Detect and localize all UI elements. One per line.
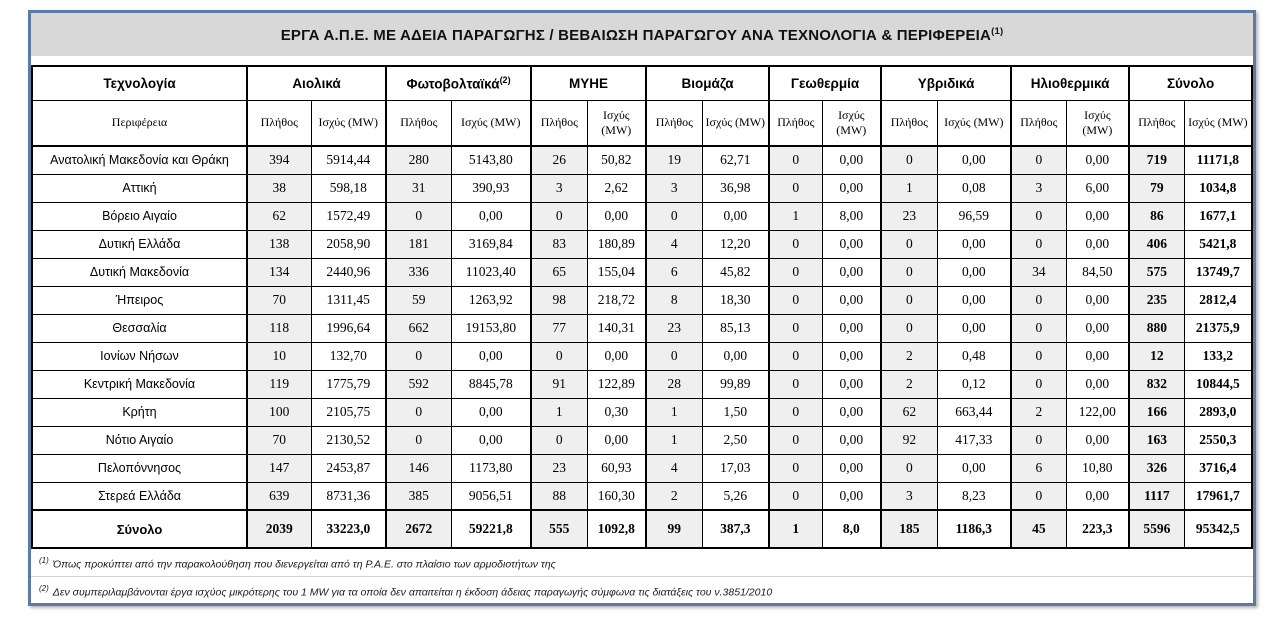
cell-count: 100 [247, 398, 311, 426]
cell-power: 133,2 [1184, 342, 1252, 370]
footnotes [31, 549, 1253, 603]
subheader-power: Ισχύς (MW) [311, 100, 386, 146]
cell-count: 0 [769, 398, 822, 426]
cell-count: 3 [881, 482, 937, 510]
table-row [32, 202, 1252, 230]
technology-header-row [32, 66, 1252, 100]
cell-power: 5,26 [702, 482, 769, 510]
total-cell-power: 1186,3 [937, 510, 1011, 548]
cell-count: 6 [1011, 454, 1066, 482]
cell-count: 0 [881, 230, 937, 258]
footnote-2 [31, 577, 1253, 604]
cell-power: 663,44 [937, 398, 1011, 426]
cell-count: 23 [881, 202, 937, 230]
cell-count: 1 [531, 398, 587, 426]
total-cell-count: 555 [531, 510, 587, 548]
cell-count: 79 [1129, 174, 1184, 202]
cell-power: 1311,45 [311, 286, 386, 314]
cell-power: 598,18 [311, 174, 386, 202]
footnote-2-marker: (2) [39, 583, 49, 593]
cell-count: 3 [531, 174, 587, 202]
cell-count: 0 [531, 426, 587, 454]
cell-count: 2 [646, 482, 702, 510]
cell-power: 0,00 [587, 342, 646, 370]
region-cell: Κεντρική Μακεδονία [32, 370, 247, 398]
subheader-row [32, 100, 1252, 146]
cell-count: 0 [769, 258, 822, 286]
cell-count: 0 [386, 426, 451, 454]
cell-power: 62,71 [702, 146, 769, 174]
cell-count: 3 [1011, 174, 1066, 202]
subheader-power: Ισχύς (MW) [1066, 100, 1129, 146]
cell-power: 1263,92 [451, 286, 531, 314]
cell-power: 3169,84 [451, 230, 531, 258]
cell-power: 0,00 [1066, 370, 1129, 398]
footnote-1 [31, 549, 1253, 577]
cell-power: 1034,8 [1184, 174, 1252, 202]
cell-count: 1117 [1129, 482, 1184, 510]
cell-power: 0,00 [822, 398, 881, 426]
cell-power: 0,00 [1066, 286, 1129, 314]
cell-power: 180,89 [587, 230, 646, 258]
cell-count: 0 [531, 342, 587, 370]
cell-power: 8731,36 [311, 482, 386, 510]
table-row [32, 146, 1252, 174]
cell-count: 0 [1011, 146, 1066, 174]
cell-count: 0 [769, 314, 822, 342]
cell-count: 0 [386, 398, 451, 426]
region-cell: Νότιο Αιγαίο [32, 426, 247, 454]
cell-power: 11023,40 [451, 258, 531, 286]
cell-power: 10,80 [1066, 454, 1129, 482]
cell-power: 0,00 [937, 454, 1011, 482]
cell-power: 417,33 [937, 426, 1011, 454]
cell-count: 19 [646, 146, 702, 174]
cell-power: 2,50 [702, 426, 769, 454]
cell-power: 2130,52 [311, 426, 386, 454]
group-header-small-hydro: ΜΥΗΕ [531, 66, 646, 100]
cell-power: 2105,75 [311, 398, 386, 426]
cell-power: 2058,90 [311, 230, 386, 258]
cell-count: 0 [881, 146, 937, 174]
total-cell-power: 33223,0 [311, 510, 386, 548]
photovoltaic-footnote-ref: (2) [499, 75, 511, 85]
cell-count: 0 [1011, 426, 1066, 454]
cell-power: 50,82 [587, 146, 646, 174]
cell-power: 96,59 [937, 202, 1011, 230]
cell-power: 18,30 [702, 286, 769, 314]
cell-count: 592 [386, 370, 451, 398]
cell-power: 0,00 [587, 426, 646, 454]
corner-region-header: Περιφέρεια [32, 100, 247, 146]
total-cell-count: 1 [769, 510, 822, 548]
cell-count: 0 [769, 174, 822, 202]
cell-count: 28 [646, 370, 702, 398]
group-header-total: Σύνολο [1129, 66, 1252, 100]
cell-power: 2550,3 [1184, 426, 1252, 454]
cell-power: 0,00 [822, 370, 881, 398]
cell-power: 140,31 [587, 314, 646, 342]
cell-power: 0,30 [587, 398, 646, 426]
cell-count: 0 [769, 482, 822, 510]
group-header-wind: Αιολικά [247, 66, 386, 100]
footnote-1-marker: (1) [39, 556, 49, 565]
cell-count: 70 [247, 286, 311, 314]
cell-power: 132,70 [311, 342, 386, 370]
cell-count: 662 [386, 314, 451, 342]
cell-power: 0,00 [1066, 146, 1129, 174]
cell-power: 0,00 [937, 146, 1011, 174]
cell-count: 1 [646, 398, 702, 426]
cell-power: 19153,80 [451, 314, 531, 342]
region-cell: Ανατολική Μακεδονία και Θράκη [32, 146, 247, 174]
cell-count: 34 [1011, 258, 1066, 286]
cell-count: 0 [769, 370, 822, 398]
title-table-gap [31, 56, 1253, 65]
subheader-power: Ισχύς (MW) [822, 100, 881, 146]
cell-power: 218,72 [587, 286, 646, 314]
group-header-biomass: Βιομάζα [646, 66, 769, 100]
cell-count: 394 [247, 146, 311, 174]
cell-count: 23 [646, 314, 702, 342]
report-frame [28, 10, 1256, 606]
cell-count: 8 [646, 286, 702, 314]
cell-power: 0,00 [451, 342, 531, 370]
table-row [32, 342, 1252, 370]
cell-power: 0,00 [822, 146, 881, 174]
cell-power: 0,00 [1066, 482, 1129, 510]
cell-count: 59 [386, 286, 451, 314]
footnote-2-text: Δεν συμπεριλαμβάνονται έργα ισχύος μικρότερης του 1 MW για τα οποία δεν απαιτείται η έκδοση άδειας παραγωγής σύμφωνα τις διατάξεις του ν.3851/2010 [52, 586, 773, 598]
table-row [32, 258, 1252, 286]
table-body [32, 146, 1252, 548]
cell-count: 719 [1129, 146, 1184, 174]
group-header-hybrid: Υβριδικά [881, 66, 1011, 100]
cell-count: 12 [1129, 342, 1184, 370]
cell-count: 0 [1011, 370, 1066, 398]
cell-count: 0 [1011, 286, 1066, 314]
cell-count: 832 [1129, 370, 1184, 398]
cell-power: 13749,7 [1184, 258, 1252, 286]
table-row [32, 174, 1252, 202]
cell-power: 5914,44 [311, 146, 386, 174]
table-row [32, 426, 1252, 454]
cell-power: 2,62 [587, 174, 646, 202]
cell-power: 17961,7 [1184, 482, 1252, 510]
cell-power: 0,12 [937, 370, 1011, 398]
cell-power: 3716,4 [1184, 454, 1252, 482]
cell-power: 160,30 [587, 482, 646, 510]
cell-power: 1775,79 [311, 370, 386, 398]
subheader-count: Πλήθος [531, 100, 587, 146]
cell-power: 0,00 [451, 398, 531, 426]
cell-count: 4 [646, 230, 702, 258]
total-cell-count: 99 [646, 510, 702, 548]
cell-power: 0,08 [937, 174, 1011, 202]
cell-power: 12,20 [702, 230, 769, 258]
total-cell-power: 59221,8 [451, 510, 531, 548]
cell-power: 0,00 [822, 286, 881, 314]
cell-count: 181 [386, 230, 451, 258]
cell-power: 122,89 [587, 370, 646, 398]
cell-power: 6,00 [1066, 174, 1129, 202]
region-cell: Ιονίων Νήσων [32, 342, 247, 370]
cell-count: 134 [247, 258, 311, 286]
cell-count: 0 [1011, 482, 1066, 510]
cell-count: 0 [646, 202, 702, 230]
table-row [32, 230, 1252, 258]
cell-power: 5421,8 [1184, 230, 1252, 258]
total-row-label: Σύνολο [32, 510, 247, 548]
region-cell: Πελοπόννησος [32, 454, 247, 482]
cell-count: 65 [531, 258, 587, 286]
subheader-count: Πλήθος [881, 100, 937, 146]
region-cell: Βόρειο Αιγαίο [32, 202, 247, 230]
table-row [32, 398, 1252, 426]
cell-power: 8,00 [822, 202, 881, 230]
region-cell: Στερεά Ελλάδα [32, 482, 247, 510]
cell-count: 336 [386, 258, 451, 286]
cell-count: 280 [386, 146, 451, 174]
cell-count: 0 [386, 342, 451, 370]
cell-count: 86 [1129, 202, 1184, 230]
group-header-geothermal: Γεωθερμία [769, 66, 881, 100]
cell-power: 0,00 [1066, 230, 1129, 258]
cell-power: 0,00 [822, 230, 881, 258]
cell-power: 1996,64 [311, 314, 386, 342]
cell-power: 8,23 [937, 482, 1011, 510]
cell-count: 0 [881, 286, 937, 314]
cell-count: 77 [531, 314, 587, 342]
subheader-count: Πλήθος [769, 100, 822, 146]
region-cell: Ήπειρος [32, 286, 247, 314]
cell-power: 0,00 [822, 482, 881, 510]
cell-power: 1,50 [702, 398, 769, 426]
cell-count: 147 [247, 454, 311, 482]
table-row [32, 286, 1252, 314]
region-cell: Αττική [32, 174, 247, 202]
cell-count: 92 [881, 426, 937, 454]
cell-count: 0 [769, 230, 822, 258]
cell-power: 0,00 [587, 202, 646, 230]
cell-power: 122,00 [1066, 398, 1129, 426]
total-cell-power: 1092,8 [587, 510, 646, 548]
region-cell: Θεσσαλία [32, 314, 247, 342]
cell-power: 0,00 [822, 342, 881, 370]
cell-power: 2453,87 [311, 454, 386, 482]
page-title [31, 13, 1253, 56]
cell-count: 1 [881, 174, 937, 202]
subheader-count: Πλήθος [1129, 100, 1184, 146]
region-cell: Κρήτη [32, 398, 247, 426]
cell-power: 60,93 [587, 454, 646, 482]
table-row [32, 482, 1252, 510]
total-cell-count: 2672 [386, 510, 451, 548]
cell-power: 0,00 [937, 314, 1011, 342]
cell-count: 119 [247, 370, 311, 398]
subheader-power: Ισχύς (MW) [937, 100, 1011, 146]
cell-power: 0,00 [822, 174, 881, 202]
ape-projects-table [31, 65, 1253, 549]
cell-count: 2 [1011, 398, 1066, 426]
table-row [32, 454, 1252, 482]
subheader-power: Ισχύς (MW) [1184, 100, 1252, 146]
cell-count: 70 [247, 426, 311, 454]
cell-count: 2 [881, 342, 937, 370]
cell-power: 9056,51 [451, 482, 531, 510]
subheader-count: Πλήθος [247, 100, 311, 146]
cell-count: 31 [386, 174, 451, 202]
cell-count: 0 [646, 342, 702, 370]
region-cell: Δυτική Ελλάδα [32, 230, 247, 258]
total-row [32, 510, 1252, 548]
cell-count: 0 [881, 454, 937, 482]
cell-count: 326 [1129, 454, 1184, 482]
cell-count: 2 [881, 370, 937, 398]
cell-count: 0 [769, 426, 822, 454]
cell-power: 0,00 [822, 454, 881, 482]
cell-count: 1 [769, 202, 822, 230]
cell-power: 0,00 [937, 286, 1011, 314]
subheader-count: Πλήθος [1011, 100, 1066, 146]
cell-power: 1677,1 [1184, 202, 1252, 230]
cell-power: 84,50 [1066, 258, 1129, 286]
cell-count: 0 [881, 314, 937, 342]
cell-count: 1 [646, 426, 702, 454]
cell-power: 11171,8 [1184, 146, 1252, 174]
page-title-text: ΕΡΓΑ Α.Π.Ε. ΜΕ ΑΔΕΙΑ ΠΑΡΑΓΩΓΗΣ / ΒΕΒΑΙΩΣΗ ΠΑΡΑΓΩΓΟΥ ΑΝΑ ΤΕΧΝΟΛΟΓΙΑ & ΠΕΡΙΦΕΡΕΙΑ [280, 27, 992, 44]
cell-power: 0,00 [451, 202, 531, 230]
cell-count: 26 [531, 146, 587, 174]
cell-power: 0,00 [702, 202, 769, 230]
total-cell-power: 387,3 [702, 510, 769, 548]
group-header-photovoltaic: Φωτοβολταϊκά$^{(2)}$ [386, 66, 531, 100]
cell-power: 0,00 [1066, 342, 1129, 370]
cell-count: 0 [1011, 314, 1066, 342]
cell-count: 575 [1129, 258, 1184, 286]
cell-power: 99,89 [702, 370, 769, 398]
cell-power: 85,13 [702, 314, 769, 342]
cell-count: 0 [769, 146, 822, 174]
cell-count: 385 [386, 482, 451, 510]
cell-count: 0 [386, 202, 451, 230]
cell-power: 0,00 [1066, 202, 1129, 230]
cell-count: 98 [531, 286, 587, 314]
group-header-solar-thermal: Ηλιοθερμικά [1011, 66, 1129, 100]
cell-count: 10 [247, 342, 311, 370]
cell-count: 4 [646, 454, 702, 482]
cell-power: 0,00 [1066, 314, 1129, 342]
cell-count: 138 [247, 230, 311, 258]
cell-count: 62 [881, 398, 937, 426]
cell-count: 38 [247, 174, 311, 202]
cell-count: 62 [247, 202, 311, 230]
cell-count: 406 [1129, 230, 1184, 258]
subheader-power: Ισχύς (MW) [587, 100, 646, 146]
cell-count: 0 [769, 286, 822, 314]
table-row [32, 370, 1252, 398]
total-cell-power: 223,3 [1066, 510, 1129, 548]
cell-count: 6 [646, 258, 702, 286]
total-cell-count: 45 [1011, 510, 1066, 548]
subheader-power: Ισχύς (MW) [702, 100, 769, 146]
cell-count: 0 [531, 202, 587, 230]
cell-count: 91 [531, 370, 587, 398]
cell-count: 639 [247, 482, 311, 510]
cell-power: 5143,80 [451, 146, 531, 174]
cell-power: 0,00 [1066, 426, 1129, 454]
cell-power: 2440,96 [311, 258, 386, 286]
subheader-count: Πλήθος [646, 100, 702, 146]
cell-count: 3 [646, 174, 702, 202]
cell-count: 166 [1129, 398, 1184, 426]
cell-power: 1173,80 [451, 454, 531, 482]
cell-count: 235 [1129, 286, 1184, 314]
subheader-power: Ισχύς (MW) [451, 100, 531, 146]
cell-power: 2812,4 [1184, 286, 1252, 314]
cell-power: 390,93 [451, 174, 531, 202]
cell-count: 0 [881, 258, 937, 286]
cell-power: 155,04 [587, 258, 646, 286]
table-row [32, 314, 1252, 342]
subheader-count: Πλήθος [386, 100, 451, 146]
cell-count: 0 [1011, 342, 1066, 370]
cell-power: 17,03 [702, 454, 769, 482]
cell-power: 0,48 [937, 342, 1011, 370]
cell-power: 8845,78 [451, 370, 531, 398]
cell-count: 0 [1011, 230, 1066, 258]
cell-count: 0 [1011, 202, 1066, 230]
cell-power: 36,98 [702, 174, 769, 202]
cell-power: 0,00 [822, 426, 881, 454]
cell-power: 0,00 [822, 314, 881, 342]
total-cell-count: 5596 [1129, 510, 1184, 548]
cell-count: 23 [531, 454, 587, 482]
corner-technology-header: Τεχνολογία [32, 66, 247, 100]
cell-count: 83 [531, 230, 587, 258]
cell-power: 0,00 [937, 230, 1011, 258]
cell-count: 0 [769, 342, 822, 370]
cell-count: 118 [247, 314, 311, 342]
cell-power: 45,82 [702, 258, 769, 286]
cell-count: 0 [769, 454, 822, 482]
cell-power: 0,00 [451, 426, 531, 454]
cell-power: 1572,49 [311, 202, 386, 230]
cell-power: 0,00 [702, 342, 769, 370]
cell-power: 21375,9 [1184, 314, 1252, 342]
total-cell-count: 2039 [247, 510, 311, 548]
cell-power: 10844,5 [1184, 370, 1252, 398]
region-cell: Δυτική Μακεδονία [32, 258, 247, 286]
total-cell-count: 185 [881, 510, 937, 548]
cell-count: 146 [386, 454, 451, 482]
cell-count: 163 [1129, 426, 1184, 454]
total-cell-power: 95342,5 [1184, 510, 1252, 548]
cell-power: 2893,0 [1184, 398, 1252, 426]
cell-count: 880 [1129, 314, 1184, 342]
cell-power: 0,00 [937, 258, 1011, 286]
total-cell-power: 8,0 [822, 510, 881, 548]
page-title-footnote-ref: (1) [991, 26, 1004, 37]
cell-count: 88 [531, 482, 587, 510]
cell-power: 0,00 [822, 258, 881, 286]
footnote-1-text: Όπως προκύπτει από την παρακολούθηση που διενεργείται από τη Ρ.Α.Ε. στο πλαίσιο των αρμοδιοτήτων της [52, 558, 556, 571]
